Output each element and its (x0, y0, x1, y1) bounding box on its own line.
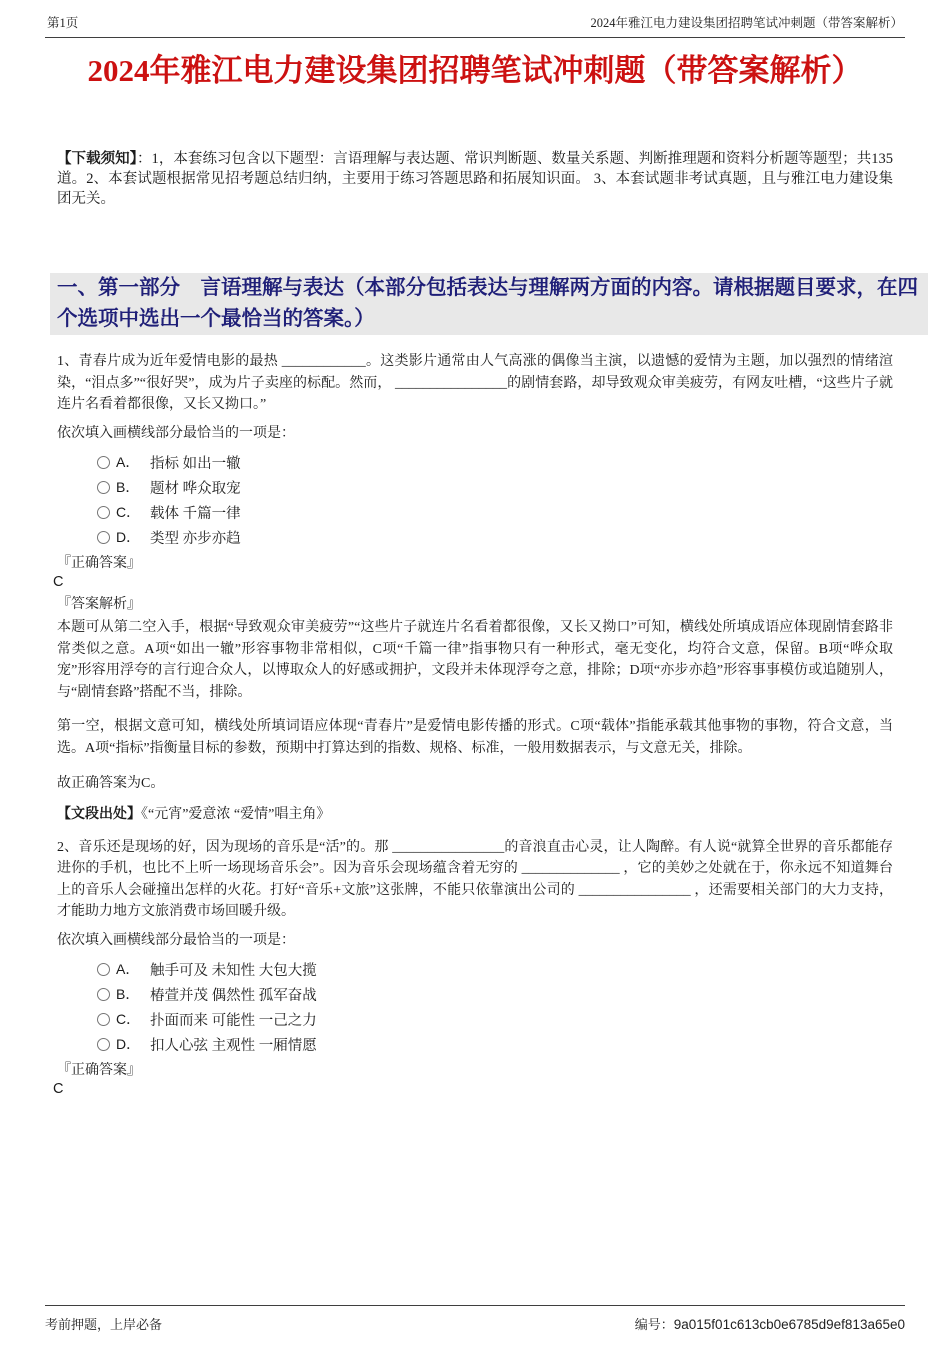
footer-serial (635, 1314, 905, 1333)
question-1 (0, 351, 950, 825)
download-notice-label: 【下载须知】 (57, 151, 137, 167)
page-number: 第1页 (47, 16, 79, 30)
option-letter: B． (116, 986, 140, 1002)
question-1-option-c[interactable] (97, 500, 893, 525)
option-letter: C． (116, 504, 141, 520)
option-letter: C． (116, 1011, 141, 1027)
correct-answer-value: C (53, 574, 64, 590)
download-notice-text: ：1，本套练习包含以下题型：言语理解与表达题、常识判断题、数量关系题、判断推理题和资料分析题等题型；共135道。2、本套试题根据常见招考题总结归纳，主要用于练习答题思路和拓展知识面。 3、本套试题非考试真题，且与雅江电力建设集团无关。 (57, 151, 894, 207)
question-1-options (57, 450, 893, 550)
question-2 (0, 837, 950, 1100)
question-1-option-d-radio[interactable] (97, 531, 110, 544)
page-header (45, 0, 905, 38)
option-text: 椿萱并茂 偶然性 孤军奋战 (150, 987, 317, 1004)
footer-slogan: 考前押题，上岸必备 (45, 1317, 163, 1332)
analysis-paragraph-2: 第一空，根据文意可知，横线处所填词语应体现“青春片”是爱情电影传播的形式。C项“载体”指能承载其他事物的事物，符合文意，当选。A项“指标”指衡量目标的参数，预期中打算达到的指数、规格、标准，一般用数据表示，与文意无关，排除。 (57, 719, 893, 756)
option-text: 指标 如出一辙 (150, 455, 241, 472)
question-2-option-c-radio[interactable] (97, 1013, 110, 1026)
option-letter: A． (116, 961, 140, 977)
passage-source-label: 【文段出处】 (57, 806, 141, 822)
footer-serial-label: 编号： (634, 1317, 674, 1332)
question-2-option-c[interactable] (97, 1007, 893, 1032)
question-1-option-a[interactable] (97, 450, 893, 475)
question-1-option-a-radio[interactable] (97, 456, 110, 469)
correct-answer-label: 『正确答案』 (57, 1062, 141, 1078)
question-2-option-b-radio[interactable] (97, 988, 110, 1001)
passage-source-text: 《“元宵”爱意浓 “爱情”唱主角》 (141, 806, 331, 822)
option-text: 扑面而来 可能性 一己之力 (150, 1012, 317, 1029)
option-letter: A． (116, 454, 140, 470)
analysis-label: 『答案解析』 (57, 596, 141, 612)
footer-serial-value: 9a015f01c613cb0e6785d9ef813a65e0 (673, 1317, 905, 1332)
option-letter: B． (116, 479, 140, 495)
option-letter: D． (116, 1036, 141, 1052)
option-letter: D． (116, 529, 141, 545)
correct-answer-label: 『正确答案』 (57, 555, 141, 571)
question-1-option-b[interactable] (97, 475, 893, 500)
question-2-options (57, 957, 893, 1057)
document-title: 2024年雅江电力建设集团招聘笔试冲刺题（带答案解析） (87, 53, 863, 88)
option-text: 载体 千篇一律 (150, 505, 241, 522)
question-2-option-a-radio[interactable] (97, 963, 110, 976)
option-text: 扣人心弦 主观性 一厢情愿 (150, 1037, 317, 1054)
question-2-prompt: 依次填入画横线部分最恰当的一项是： (57, 932, 295, 948)
passage-source (57, 804, 893, 825)
question-1-option-d[interactable] (97, 525, 893, 550)
question-2-stem: 2、音乐还是现场的好，因为现场的音乐是“活”的。那 ________________的音浪直击心灵，让人陶醉。有人说“就算全世界的音乐都能存进你的手机，也比不上听一场现场音乐会”。因为音乐会现场蕴含着无穷的 ______________ ，它的美妙之处就在于，你永远不知道舞台上的音乐人会碰撞出怎样的火花。打好“音乐+文旅”这张牌，不能只依靠演出公司的 ________________ ，还需要相关部门的大力支持，才能助力地方文旅消费市场回暖升级。 (57, 839, 893, 919)
header-doc-title: 2024年雅江电力建设集团招聘笔试冲刺题（带答案解析） (590, 16, 903, 30)
question-2-answer-block (53, 1061, 893, 1100)
page-footer (45, 1305, 905, 1333)
analysis-verdict: 故正确答案为C。 (57, 776, 165, 791)
question-1-prompt: 依次填入画横线部分最恰当的一项是： (57, 425, 295, 441)
question-1-stem: 1、青春片成为近年爱情电影的最热 ____________。这类影片通常由人气高涨的偶像当主演，以遗憾的爱情为主题，加以强烈的情绪渲染，“泪点多”“很好哭”，成为片子卖座的标配。然而， ________________的剧情套路，却导致观众审美疲劳，有网友吐槽，“这些片子就连片名看着都很像，又长又拗口。” (57, 354, 893, 412)
question-2-option-a[interactable] (97, 957, 893, 982)
download-notice (57, 149, 893, 209)
question-2-option-d-radio[interactable] (97, 1038, 110, 1051)
question-2-option-b[interactable] (97, 982, 893, 1007)
section-header: 一、第一部分 言语理解与表达（本部分包括表达与理解两方面的内容。请根据题目要求，在四个选项中选出一个最恰当的答案。） (50, 273, 928, 335)
option-text: 题材 哗众取宠 (150, 480, 241, 497)
analysis-paragraph-1: 本题可从第二空入手，根据“导致观众审美疲劳”“这些片子就连片名看着都很像，又长又拗口”可知，横线处所填成语应体现剧情套路非常类似之意。A项“如出一辙”形容事物非常相似，C项“千篇一律”指事物只有一种形式，毫无变化，均符合文意，保留。B项“哗众取宠”形容用浮夸的言行迎合众人，以博取众人的好感或拥护，文段并未体现浮夸之意，排除；D项“亦步亦趋”形容事事模仿或追随别人，与“剧情套路”搭配不当，排除。 (57, 620, 893, 700)
question-1-option-b-radio[interactable] (97, 481, 110, 494)
question-1-answer-block (53, 554, 893, 615)
option-text: 触手可及 未知性 大包大揽 (150, 962, 317, 979)
correct-answer-value: C (53, 1081, 64, 1097)
option-text: 类型 亦步亦趋 (150, 530, 241, 547)
question-1-option-c-radio[interactable] (97, 506, 110, 519)
question-2-option-d[interactable] (97, 1032, 893, 1057)
